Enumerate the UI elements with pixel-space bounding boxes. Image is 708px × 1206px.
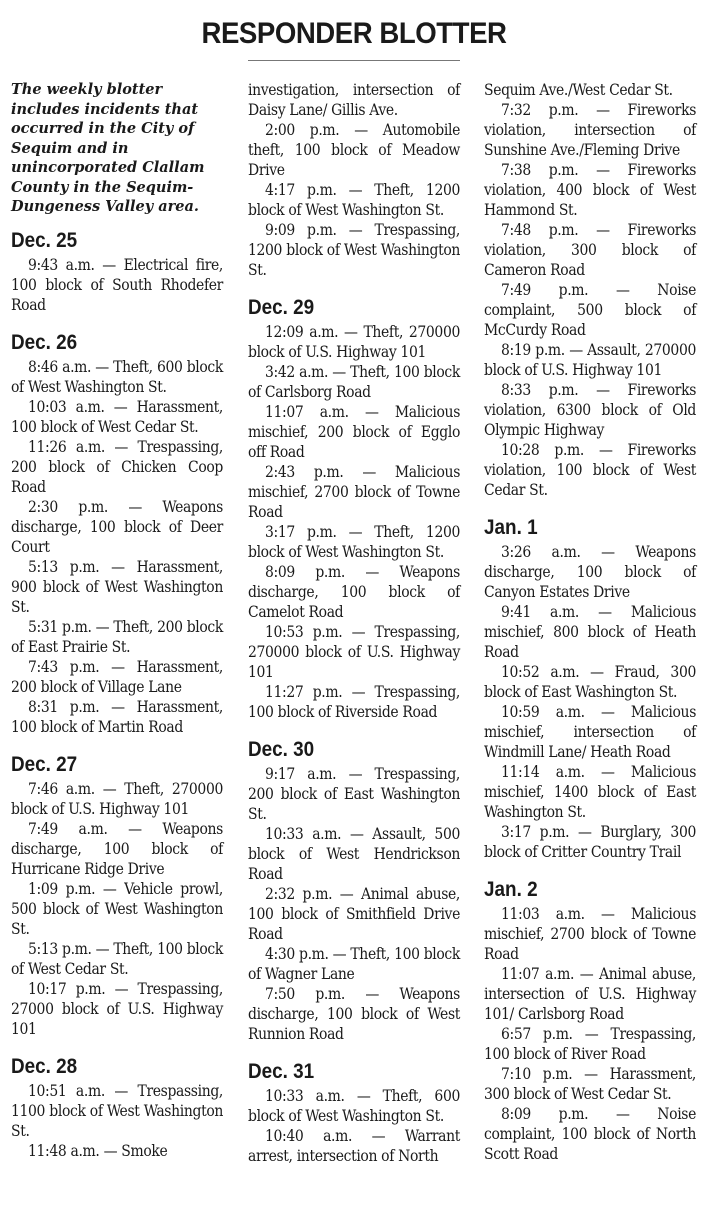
blotter-entry: 10:52 a.m. — Fraud, 300 block of East Washington St. — [484, 663, 696, 701]
blotter-entry: 5:31 p.m. — Theft, 200 block of East Prairie St. — [11, 617, 223, 656]
blotter-entry: 10:59 a.m. — Malicious mischief, intersection of Windmill Lane/ Heath Road — [484, 703, 696, 761]
blotter-entry: 8:09 p.m. — Weapons discharge, 100 block of Camelot Road — [248, 563, 460, 621]
blotter-entry: 7:10 p.m. — Harassment, 300 block of West Cedar St. — [484, 1065, 696, 1103]
blotter-entry: 6:57 p.m. — Trespassing, 100 block of River Road — [484, 1025, 696, 1063]
blotter-entry: 7:49 p.m. — Noise complaint, 500 block of McCurdy Road — [484, 281, 696, 339]
blotter-entry: 11:07 a.m. — Animal abuse, intersection of U.S. Highway 101/ Carlsborg Road — [484, 965, 696, 1023]
page-title: RESPONDER BLOTTER — [201, 17, 507, 50]
date-heading: Dec. 29 — [248, 296, 315, 319]
continued-section — [248, 80, 460, 280]
blotter-entry: 11:03 a.m. — Malicious mischief, 2700 block of Towne Road — [484, 905, 696, 963]
date-heading: Jan. 2 — [484, 878, 538, 901]
blotter-entry: 9:43 a.m. — Electrical fire, 100 block of South Rhodefer Road — [11, 255, 223, 314]
blotter-entry: 2:32 p.m. — Animal abuse, 100 block of Smithfield Drive Road — [248, 885, 460, 943]
blotter-entry: 10:33 a.m. — Theft, 600 block of West Washington St. — [248, 1087, 460, 1125]
date-section — [11, 753, 223, 1039]
blotter-entry: 3:26 a.m. — Weapons discharge, 100 block of Canyon Estates Drive — [484, 543, 696, 601]
blotter-entry: 8:19 p.m. — Assault, 270000 block of U.S. Highway 101 — [484, 341, 696, 379]
blotter-entry: 7:49 a.m. — Weapons discharge, 100 block of Hurricane Ridge Drive — [11, 819, 223, 878]
blotter-entry: 2:00 p.m. — Automobile theft, 100 block of Meadow Drive — [248, 121, 460, 179]
blotter-entry: 11:48 a.m. — Smoke — [28, 1141, 168, 1160]
blotter-entry: 3:17 p.m. — Burglary, 300 block of Critter Country Trail — [484, 823, 696, 861]
blotter-entry: investigation, intersection of Daisy Lane/ Gillis Ave. — [248, 81, 460, 119]
date-heading: Dec. 25 — [11, 228, 78, 252]
blotter-entry: 12:09 a.m. — Theft, 270000 block of U.S. Highway 101 — [248, 323, 460, 361]
blotter-entry: 4:30 p.m. — Theft, 100 block of Wagner Lane — [248, 945, 460, 983]
date-heading: Dec. 28 — [11, 1054, 78, 1078]
blotter-entry: 10:51 a.m. — Trespassing, 1100 block of West Washington St. — [11, 1081, 223, 1140]
blotter-entry: 8:31 p.m. — Harassment, 100 block of Martin Road — [11, 697, 223, 736]
date-heading: Dec. 26 — [11, 330, 78, 354]
blotter-entry: 9:09 p.m. — Trespassing, 1200 block of West Washington St. — [248, 221, 460, 279]
blotter-entry: 7:38 p.m. — Fireworks violation, 400 block of West Hammond St. — [484, 161, 696, 219]
blotter-entry: 1:09 p.m. — Vehicle prowl, 500 block of West Washington St. — [11, 879, 223, 938]
blotter-entry: 5:13 p.m. — Theft, 100 block of West Cedar St. — [11, 939, 223, 978]
blotter-entry: 11:27 p.m. — Trespassing, 100 block of Riverside Road — [248, 683, 460, 721]
blotter-entry: 10:53 p.m. — Trespassing, 270000 block of U.S. Highway 101 — [248, 623, 460, 681]
blotter-entry: 7:43 p.m. — Harassment, 200 block of Village Lane — [11, 657, 223, 696]
blotter-entry: 8:09 p.m. — Noise complaint, 100 block of North Scott Road — [484, 1105, 696, 1163]
continued-section — [484, 80, 696, 500]
column-2 — [248, 80, 460, 1182]
blotter-entry: 2:43 p.m. — Malicious mischief, 2700 block of Towne Road — [248, 463, 460, 521]
blotter-entry: 7:32 p.m. — Fireworks violation, intersection of Sunshine Ave./Fleming Drive — [484, 101, 696, 159]
blotter-entry: 10:33 a.m. — Assault, 500 block of West Hendrickson Road — [248, 825, 460, 883]
blotter-entry: 10:28 p.m. — Fireworks violation, 100 block of West Cedar St. — [484, 441, 696, 499]
blotter-entry: Sequim Ave./West Cedar St. — [484, 81, 673, 99]
date-heading: Dec. 30 — [248, 738, 315, 761]
column-3 — [484, 80, 696, 1180]
blotter-entry: 10:03 a.m. — Harassment, 100 block of West Cedar St. — [11, 397, 223, 436]
blotter-entry: 9:17 a.m. — Trespassing, 200 block of East Washington St. — [248, 765, 460, 823]
date-section — [248, 738, 460, 1044]
date-section — [248, 1060, 460, 1166]
blotter-entry: 11:26 a.m. — Trespassing, 200 block of Chicken Coop Road — [11, 437, 223, 496]
date-section — [484, 878, 696, 1164]
date-section — [11, 1055, 223, 1161]
blotter-entry: 10:17 p.m. — Trespassing, 27000 block of U.S. Highway 101 — [11, 979, 223, 1038]
blotter-entry: 11:14 a.m. — Malicious mischief, 1400 block of East Washington St. — [484, 763, 696, 821]
blotter-entry: 3:17 p.m. — Theft, 1200 block of West Washington St. — [248, 523, 460, 561]
header-divider — [248, 60, 460, 61]
date-heading: Dec. 27 — [11, 752, 78, 776]
blotter-entry: 4:17 p.m. — Theft, 1200 block of West Washington St. — [248, 181, 460, 219]
blotter-entry: 5:13 p.m. — Harassment, 900 block of West Washington St. — [11, 557, 223, 616]
blotter-entry: 2:30 p.m. — Weapons discharge, 100 block of Deer Court — [11, 497, 223, 556]
column-1 — [11, 80, 223, 1177]
intro-text: The weekly blotter includes incidents that occurred in the City of Sequim and in unincorporated Clallam County in the Sequim-Dungeness Valley area. — [11, 81, 205, 215]
blotter-entry: 7:50 p.m. — Weapons discharge, 100 block of West Runnion Road — [248, 985, 460, 1043]
date-heading: Jan. 1 — [484, 516, 538, 539]
blotter-entry: 7:46 a.m. — Theft, 270000 block of U.S. Highway 101 — [11, 779, 223, 818]
blotter-entry: 3:42 a.m. — Theft, 100 block of Carlsborg Road — [248, 363, 460, 401]
date-section — [248, 296, 460, 722]
blotter-entry: 8:46 a.m. — Theft, 600 block of West Washington St. — [11, 357, 223, 396]
blotter-entry: 7:48 p.m. — Fireworks violation, 300 block of Cameron Road — [484, 221, 696, 279]
blotter-entry: 11:07 a.m. — Malicious mischief, 200 block of Egglo off Road — [248, 403, 460, 461]
blotter-entry: 10:40 a.m. — Warrant arrest, intersection of North — [248, 1127, 460, 1165]
date-section — [11, 331, 223, 737]
date-heading: Dec. 31 — [248, 1060, 315, 1083]
blotter-entry: 9:41 a.m. — Malicious mischief, 800 block of Heath Road — [484, 603, 696, 661]
date-section — [11, 229, 223, 315]
blotter-entry: 8:33 p.m. — Fireworks violation, 6300 block of Old Olympic Highway — [484, 381, 696, 439]
date-section — [484, 516, 696, 862]
